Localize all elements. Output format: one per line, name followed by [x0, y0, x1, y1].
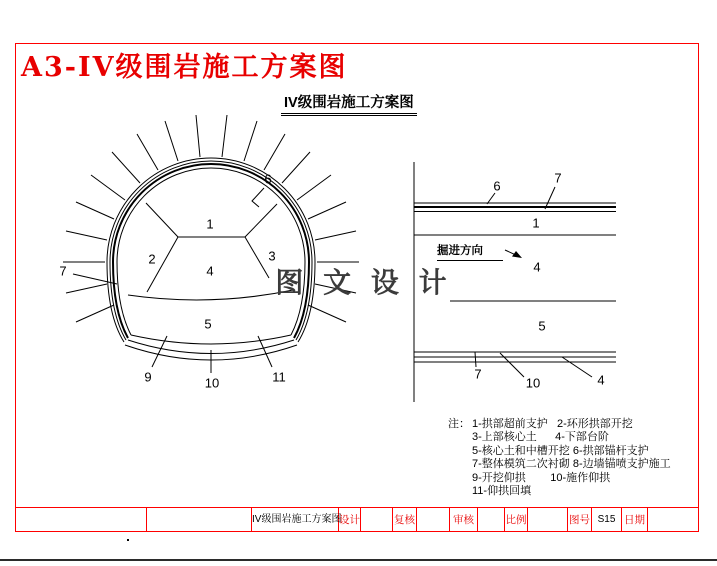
note-line: 1-拱部超前支护 2-环形拱部开挖	[472, 418, 633, 430]
title-block-scale-label: 比例	[505, 508, 528, 532]
page-bottom-rule	[0, 559, 717, 561]
title-block	[15, 507, 699, 532]
cs-label-3: 3	[268, 248, 276, 264]
ls-label-5: 5	[538, 318, 546, 334]
note-line: 3-上部核心土 4-下部台阶	[472, 431, 609, 444]
title-block-scale-value	[528, 508, 568, 532]
excavation-direction-label: 掘进方向	[437, 242, 503, 261]
note-line: 9-开挖仰拱 10-施作仰拱	[472, 471, 611, 484]
title-block-check-value	[417, 508, 450, 532]
drawing-subtitle: IV级围岩施工方案图	[281, 91, 417, 116]
cs-label-5: 5	[204, 316, 212, 332]
cs-label-6: 6	[264, 171, 272, 187]
title-block-review-label: 审核	[450, 508, 478, 532]
ls-label-10: 10	[525, 375, 541, 391]
ls-label-6: 6	[493, 178, 501, 194]
ls-label-1: 1	[532, 215, 540, 231]
cs-label-9: 9	[144, 369, 152, 385]
cs-label-1: 1	[206, 216, 214, 232]
note-line: 11-仰拱回填	[472, 485, 532, 498]
title-block-check-label: 复核	[393, 508, 417, 532]
legend-notes	[448, 418, 671, 498]
ls-label-7-top: 7	[554, 170, 562, 186]
stray-mark	[127, 539, 129, 541]
notes-lines	[472, 418, 671, 498]
title-block-drawing-title: IV级围岩施工方案图	[252, 508, 339, 532]
ls-label-7-bottom: 7	[474, 366, 482, 382]
ls-label-4: 4	[533, 259, 541, 275]
cs-label-7: 7	[59, 263, 67, 279]
direction-arrowhead	[512, 251, 522, 258]
leader-lines-left	[73, 188, 272, 373]
note-line: 5-核心土和中槽开挖 6-拱部锚杆支护	[472, 444, 649, 457]
note-line: 7-整体模筑二次衬砌 8-边墙锚喷支护施工	[472, 458, 671, 471]
title-block-design-label: 设计	[339, 508, 361, 532]
title-block-date-value	[648, 508, 699, 532]
title-block-cell-empty-2	[147, 508, 252, 532]
cs-label-4: 4	[206, 263, 214, 279]
title-block-number-label: 图号	[568, 508, 592, 532]
cs-label-2: 2	[148, 251, 156, 267]
title-block-review-value	[478, 508, 505, 532]
cs-label-11: 11	[272, 369, 286, 385]
cs-label-10: 10	[204, 375, 220, 391]
notes-label: 注：	[448, 418, 470, 430]
title-block-cell-empty-1	[15, 508, 147, 532]
watermark: 图 文 设 计	[275, 266, 449, 299]
ls-label-4-bottom: 4	[597, 372, 605, 388]
title-block-design-value	[361, 508, 393, 532]
title-block-number-value: S15	[592, 508, 622, 532]
title-block-date-label: 日期	[622, 508, 648, 532]
page-title: A3-IV级围岩施工方案图	[21, 52, 348, 83]
